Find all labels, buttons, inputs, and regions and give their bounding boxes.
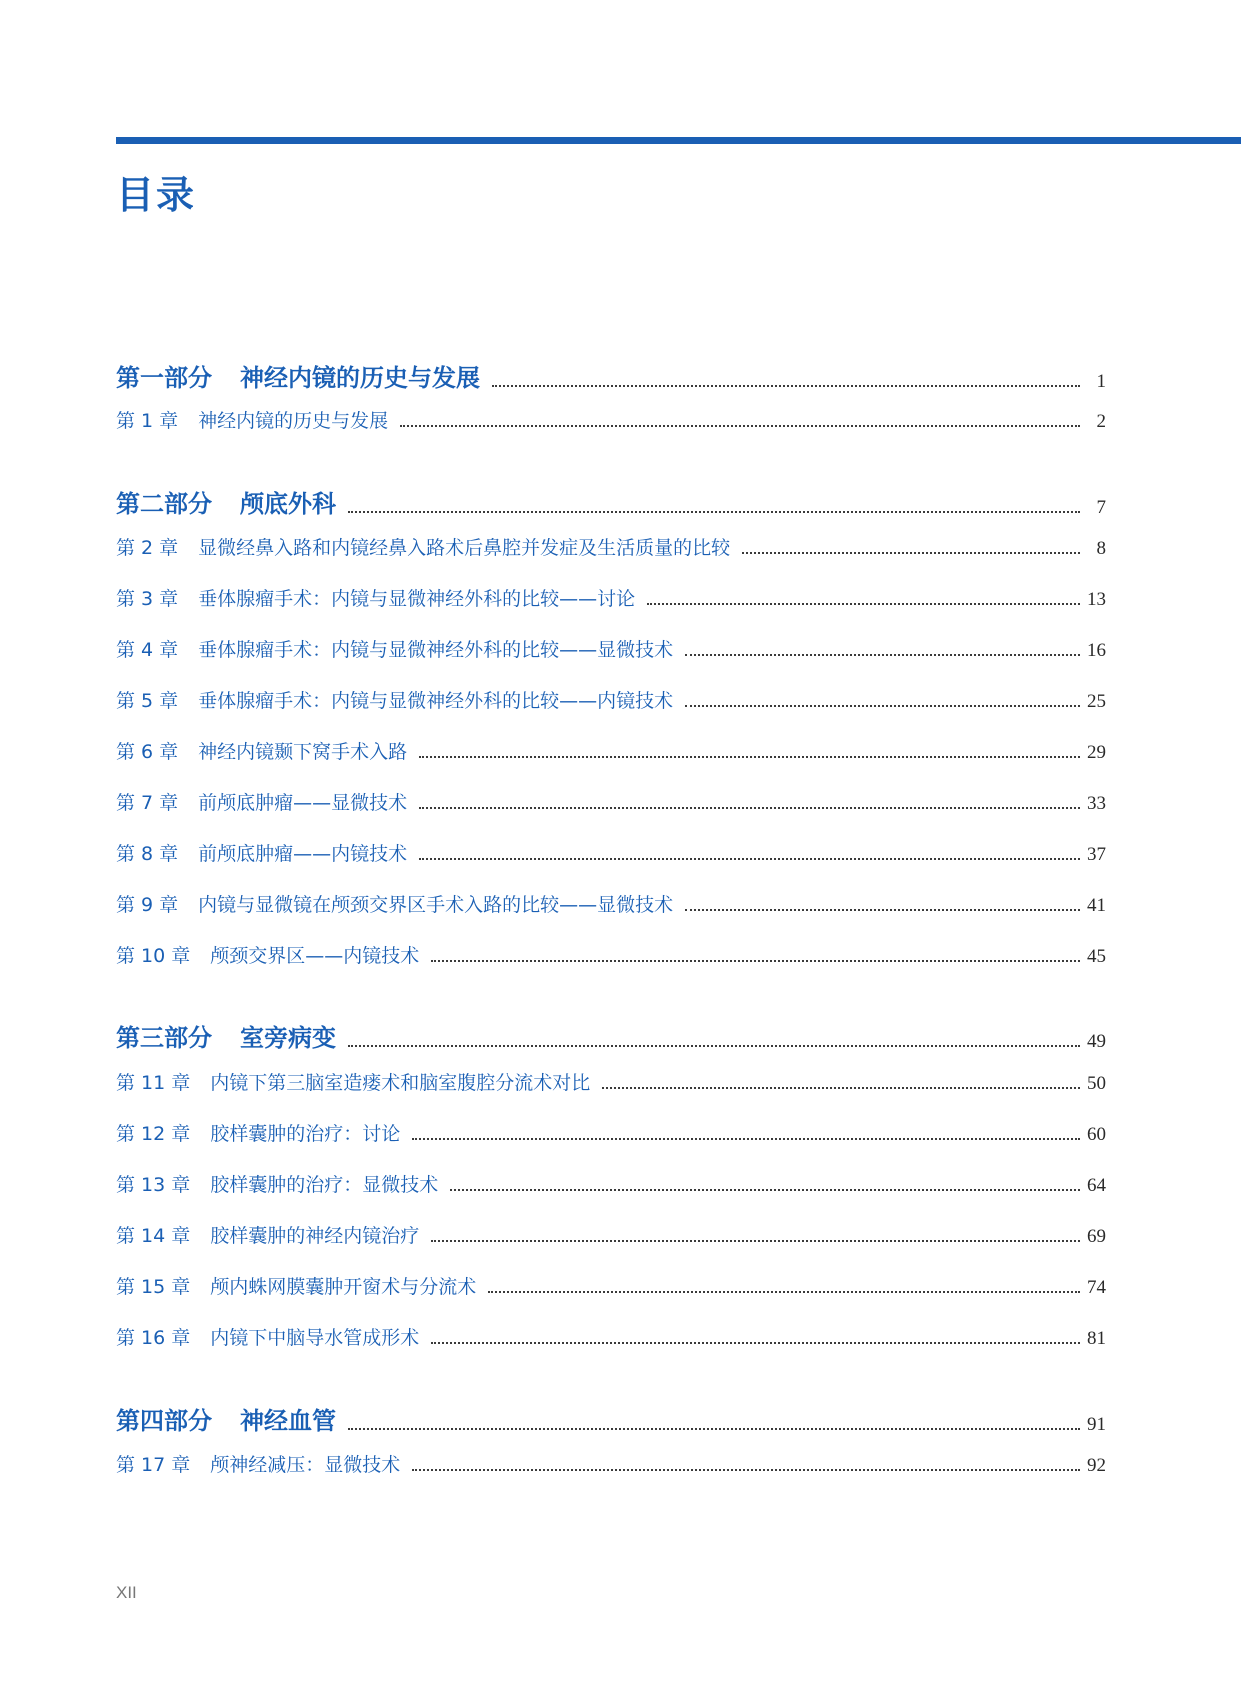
page-number: 64 (1087, 1175, 1106, 1196)
chapter-label: 第 1 章 (116, 410, 179, 432)
page-number: 60 (1087, 1124, 1106, 1145)
page-number: 92 (1087, 1455, 1106, 1476)
toc-chapter-entry[interactable] (116, 1221, 1106, 1248)
toc-part-entry[interactable] (116, 1401, 1106, 1436)
dot-leader (685, 909, 1080, 911)
dot-leader (492, 385, 1080, 387)
chapter-title: 垂体腺瘤手术：内镜与显微神经外科的比较——显微技术 (198, 639, 674, 661)
toc-chapter-entry[interactable] (116, 1323, 1106, 1350)
chapter-title: 胶样囊肿的治疗：显微技术 (210, 1174, 439, 1196)
toc-chapter-entry[interactable] (116, 1068, 1106, 1095)
part-title: 神经血管 (240, 1407, 336, 1435)
page-title: 目录 (116, 173, 197, 217)
chapter-label: 第 6 章 (116, 741, 179, 763)
toc-chapter-entry[interactable] (116, 406, 1106, 433)
page-number: 33 (1087, 793, 1106, 814)
chapter-title: 垂体腺瘤手术：内镜与显微神经外科的比较——讨论 (198, 588, 636, 610)
page-number: 74 (1087, 1277, 1106, 1298)
part-label: 第一部分 (116, 364, 212, 392)
dot-leader (419, 756, 1080, 758)
page-number: 50 (1087, 1073, 1106, 1094)
chapter-label: 第 4 章 (116, 639, 179, 661)
chapter-title: 内镜下第三脑室造瘘术和脑室腹腔分流术对比 (210, 1072, 591, 1094)
dot-leader (348, 1045, 1080, 1047)
page-number: 1 (1096, 371, 1106, 392)
page-number: 41 (1087, 895, 1106, 916)
dot-leader (431, 1342, 1080, 1344)
dot-leader (647, 603, 1080, 605)
part-title: 室旁病变 (240, 1024, 336, 1052)
toc-chapter-entry[interactable] (116, 1119, 1106, 1146)
chapter-title: 前颅底肿瘤——显微技术 (198, 792, 408, 814)
chapter-label: 第 15 章 (116, 1276, 191, 1298)
part-label: 第三部分 (116, 1024, 212, 1052)
toc-part-entry[interactable] (116, 484, 1106, 519)
dot-leader (685, 705, 1080, 707)
dot-leader (348, 1428, 1080, 1430)
chapter-title: 显微经鼻入路和内镜经鼻入路术后鼻腔并发症及生活质量的比较 (198, 537, 731, 559)
dot-leader (742, 552, 1080, 554)
toc-chapter-entry[interactable] (116, 890, 1106, 917)
page-number: 29 (1087, 742, 1106, 763)
part-label: 第四部分 (116, 1407, 212, 1435)
toc-part-entry[interactable] (116, 358, 1106, 393)
chapter-label: 第 9 章 (116, 894, 179, 916)
page-number: 7 (1096, 497, 1106, 518)
toc-chapter-entry[interactable] (116, 1272, 1106, 1299)
page-number: 8 (1096, 538, 1106, 559)
chapter-title: 前颅底肿瘤——内镜技术 (198, 843, 408, 865)
page-number: 45 (1087, 946, 1106, 967)
chapter-label: 第 3 章 (116, 588, 179, 610)
page-number: 25 (1087, 691, 1106, 712)
chapter-title: 内镜与显微镜在颅颈交界区手术入路的比较——显微技术 (198, 894, 674, 916)
toc-part-entry[interactable] (116, 1018, 1106, 1053)
dot-leader (602, 1087, 1080, 1089)
dot-leader (488, 1291, 1080, 1293)
dot-leader (450, 1189, 1080, 1191)
dot-leader (412, 1469, 1080, 1471)
chapter-title: 神经内镜颞下窝手术入路 (198, 741, 408, 763)
page-number: 49 (1087, 1031, 1106, 1052)
dot-leader (431, 1240, 1080, 1242)
chapter-label: 第 2 章 (116, 537, 179, 559)
toc-chapter-entry[interactable] (116, 635, 1106, 662)
dot-leader (412, 1138, 1080, 1140)
page-number: 91 (1087, 1414, 1106, 1435)
page-number: 69 (1087, 1226, 1106, 1247)
chapter-title: 胶样囊肿的神经内镜治疗 (210, 1225, 420, 1247)
toc-chapter-entry[interactable] (116, 1170, 1106, 1197)
top-rule (116, 137, 1241, 144)
chapter-label: 第 5 章 (116, 690, 179, 712)
toc-chapter-entry[interactable] (116, 686, 1106, 713)
dot-leader (400, 425, 1080, 427)
chapter-label: 第 16 章 (116, 1327, 191, 1349)
dot-leader (419, 807, 1080, 809)
toc-chapter-entry[interactable] (116, 839, 1106, 866)
chapter-title: 胶样囊肿的治疗：讨论 (210, 1123, 401, 1145)
chapter-title: 内镜下中脑导水管成形术 (210, 1327, 420, 1349)
dot-leader (685, 654, 1080, 656)
chapter-title: 颅颈交界区——内镜技术 (210, 945, 420, 967)
part-title: 颅底外科 (240, 490, 336, 518)
page-number: 13 (1087, 589, 1106, 610)
page-number: 37 (1087, 844, 1106, 865)
chapter-label: 第 8 章 (116, 843, 179, 865)
chapter-label: 第 13 章 (116, 1174, 191, 1196)
footer-page-number: XII (116, 1583, 137, 1602)
page-number: 2 (1096, 411, 1106, 432)
dot-leader (348, 511, 1080, 513)
chapter-label: 第 7 章 (116, 792, 179, 814)
chapter-title: 垂体腺瘤手术：内镜与显微神经外科的比较——内镜技术 (198, 690, 674, 712)
part-title: 神经内镜的历史与发展 (240, 364, 480, 392)
chapter-title: 颅神经减压：显微技术 (210, 1454, 401, 1476)
chapter-label: 第 11 章 (116, 1072, 191, 1094)
toc-chapter-entry[interactable] (116, 533, 1106, 560)
chapter-label: 第 17 章 (116, 1454, 191, 1476)
chapter-title: 神经内镜的历史与发展 (198, 410, 389, 432)
toc-chapter-entry[interactable] (116, 941, 1106, 968)
toc-chapter-entry[interactable] (116, 788, 1106, 815)
dot-leader (419, 858, 1080, 860)
chapter-title: 颅内蛛网膜囊肿开窗术与分流术 (210, 1276, 477, 1298)
chapter-label: 第 10 章 (116, 945, 191, 967)
page-number: 16 (1087, 640, 1106, 661)
page-number: 81 (1087, 1328, 1106, 1349)
chapter-label: 第 14 章 (116, 1225, 191, 1247)
toc-chapter-entry[interactable] (116, 737, 1106, 764)
chapter-label: 第 12 章 (116, 1123, 191, 1145)
part-label: 第二部分 (116, 490, 212, 518)
toc-chapter-entry[interactable] (116, 584, 1106, 611)
toc-chapter-entry[interactable] (116, 1450, 1106, 1477)
dot-leader (431, 960, 1080, 962)
